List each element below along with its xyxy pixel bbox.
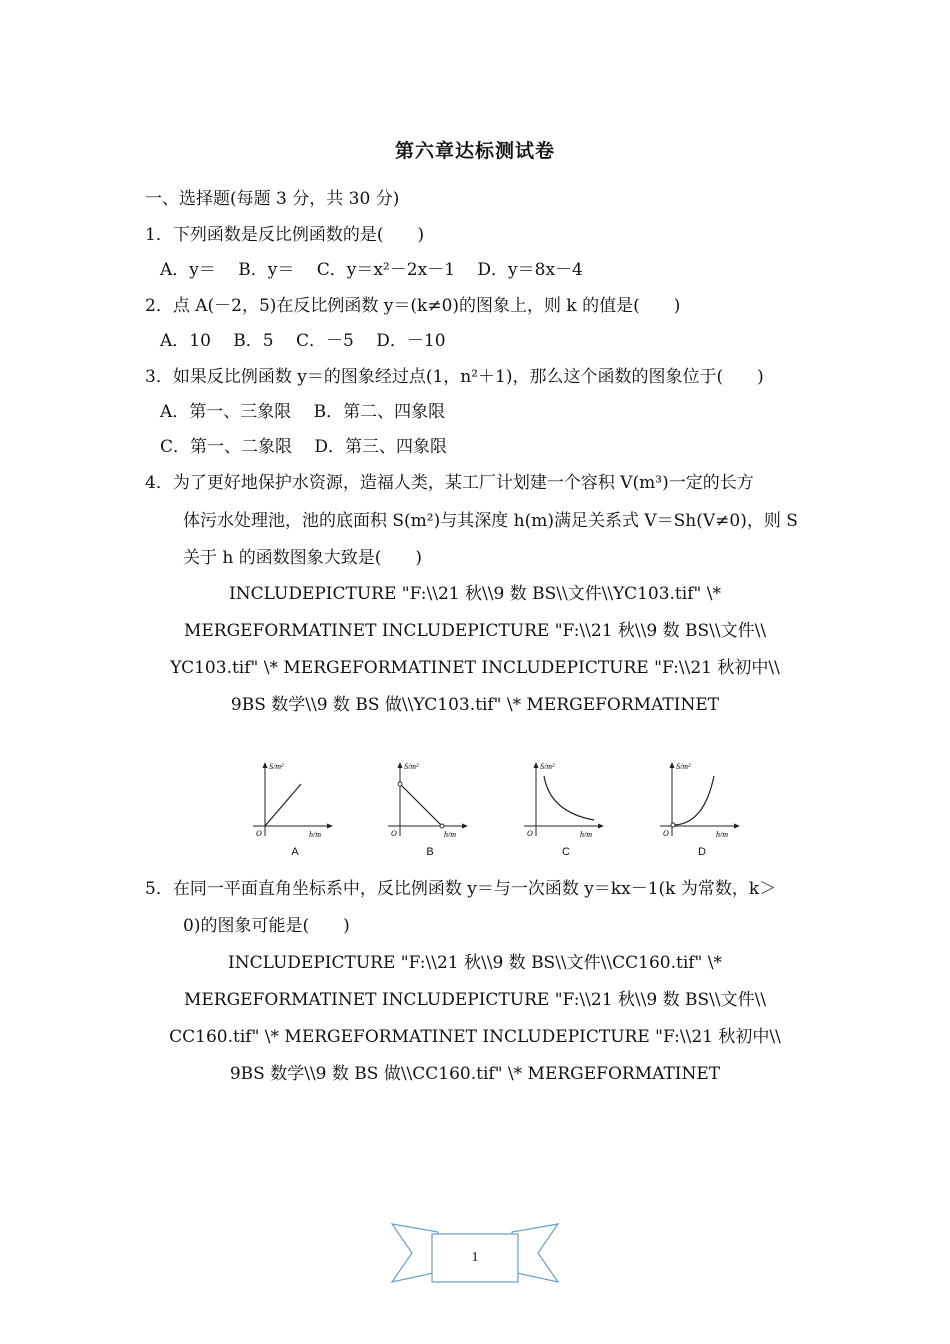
question-4-line-1: 4．为了更好地保护水资源，造福人类，某工厂计划建一个容积 V(m³)一定的长方 bbox=[145, 473, 754, 493]
question-4-graph-options bbox=[245, 758, 745, 868]
graph-b-curve bbox=[400, 784, 442, 826]
graph-d-open-point bbox=[671, 823, 675, 827]
section-heading: 一、选择题(每题 3 分，共 30 分) bbox=[145, 189, 400, 209]
graph-d-x-arrow bbox=[734, 824, 740, 829]
page-footer bbox=[390, 1220, 560, 1290]
question-4-field-code-3: YC103.tif" \* MERGEFORMATINET INCLUDEPICTURE "F:\\21 秋初中\\ bbox=[170, 658, 780, 678]
graph-d-xlabel: h/m bbox=[716, 830, 728, 839]
question-4-field-code-1: INCLUDEPICTURE "F:\\21 秋\\9 数 BS\\文件\\YC103.tif" \* bbox=[229, 584, 721, 604]
graph-a-plot bbox=[245, 758, 345, 846]
question-3-stem: 3．如果反比例函数 y＝的图象经过点(1，n²＋1)，那么这个函数的图象位于( ) bbox=[145, 367, 764, 387]
question-5-field-code-2: MERGEFORMATINET INCLUDEPICTURE "F:\\21 秋\\9 数 BS\\文件\\ bbox=[183, 990, 767, 1010]
graph-d-plot bbox=[652, 758, 752, 846]
page-number: 1 bbox=[471, 1250, 479, 1265]
graph-b-xlabel: h/m bbox=[444, 830, 456, 839]
graph-b-open-point-end bbox=[440, 824, 444, 828]
graph-d-label: D bbox=[698, 846, 706, 858]
question-5-field-code-4: 9BS 数学\\9 数 BS 做\\CC160.tif" \* MERGEFORMATINET bbox=[229, 1064, 721, 1084]
question-1-stem: 1．下列函数是反比例函数的是( ) bbox=[145, 225, 425, 245]
graph-c-xlabel: h/m bbox=[580, 830, 592, 839]
graph-c-x-arrow bbox=[598, 824, 604, 829]
graph-a-origin: O bbox=[256, 829, 262, 838]
graph-d-origin: O bbox=[663, 829, 669, 838]
graph-a-x-arrow bbox=[327, 824, 333, 829]
graph-a-curve bbox=[265, 784, 301, 826]
question-5-field-code-1: INCLUDEPICTURE "F:\\21 秋\\9 数 BS\\文件\\CC160.tif" \* bbox=[228, 953, 722, 973]
graph-d-y-arrow bbox=[670, 762, 675, 768]
graph-d-ylabel: S/m² bbox=[676, 762, 691, 771]
graph-option-d bbox=[652, 758, 752, 868]
graph-c-curve bbox=[544, 776, 594, 820]
graph-b-origin: O bbox=[391, 829, 397, 838]
graph-b-label: B bbox=[426, 846, 434, 858]
graph-b-plot bbox=[380, 758, 480, 846]
question-4-field-code-2: MERGEFORMATINET INCLUDEPICTURE "F:\\21 秋\\9 数 BS\\文件\\ bbox=[183, 621, 767, 641]
question-4-line-3: 关于 h 的函数图象大致是( ) bbox=[183, 548, 423, 568]
graph-option-c bbox=[516, 758, 616, 868]
question-3-options-cd: C．第一、二象限 D．第三、四象限 bbox=[160, 437, 448, 457]
question-5-line-2: 0)的图象可能是( ) bbox=[183, 916, 350, 936]
graph-option-b bbox=[380, 758, 480, 868]
question-4-field-code-4: 9BS 数学\\9 数 BS 做\\YC103.tif" \* MERGEFORMATINET bbox=[230, 695, 720, 715]
question-2-options: A．10 B．5 C．－5 D．－10 bbox=[160, 331, 446, 351]
question-2-stem: 2．点 A(－2，5)在反比例函数 y＝(k≠0)的图象上，则 k 的值是( ) bbox=[145, 296, 681, 316]
graph-b-x-arrow bbox=[462, 824, 468, 829]
graph-option-a bbox=[245, 758, 345, 868]
graph-b-y-arrow bbox=[398, 762, 403, 768]
graph-a-xlabel: h/m bbox=[309, 830, 321, 839]
question-3-options-ab: A．第一、三象限 B．第二、四象限 bbox=[160, 402, 446, 422]
graph-c-ylabel: S/m² bbox=[540, 762, 555, 771]
graph-a-label: A bbox=[291, 846, 299, 858]
graph-a-ylabel: S/m² bbox=[269, 762, 284, 771]
graph-b-ylabel: S/m² bbox=[404, 762, 419, 771]
graph-c-label: C bbox=[562, 846, 570, 858]
graph-d-curve bbox=[674, 776, 714, 825]
question-1-options: A．y＝ B．y＝ C．y＝x²－2x－1 D．y＝8x－4 bbox=[160, 260, 583, 280]
question-5-line-1: 5．在同一平面直角坐标系中，反比例函数 y＝与一次函数 y＝kx－1(k 为常数，k＞ bbox=[145, 879, 777, 899]
graph-c-y-arrow bbox=[534, 762, 539, 768]
graph-c-plot bbox=[516, 758, 616, 846]
graph-a-y-arrow bbox=[263, 762, 268, 768]
question-4-line-2: 体污水处理池，池的底面积 S(m²)与其深度 h(m)满足关系式 V＝Sh(V≠0)，则 S bbox=[183, 511, 798, 531]
page-title: 第六章达标测试卷 bbox=[394, 140, 555, 162]
graph-b-open-point-top bbox=[398, 782, 402, 786]
question-5-field-code-3: CC160.tif" \* MERGEFORMATINET INCLUDEPICTURE "F:\\21 秋初中\\ bbox=[169, 1027, 781, 1047]
graph-c-origin: O bbox=[527, 829, 533, 838]
